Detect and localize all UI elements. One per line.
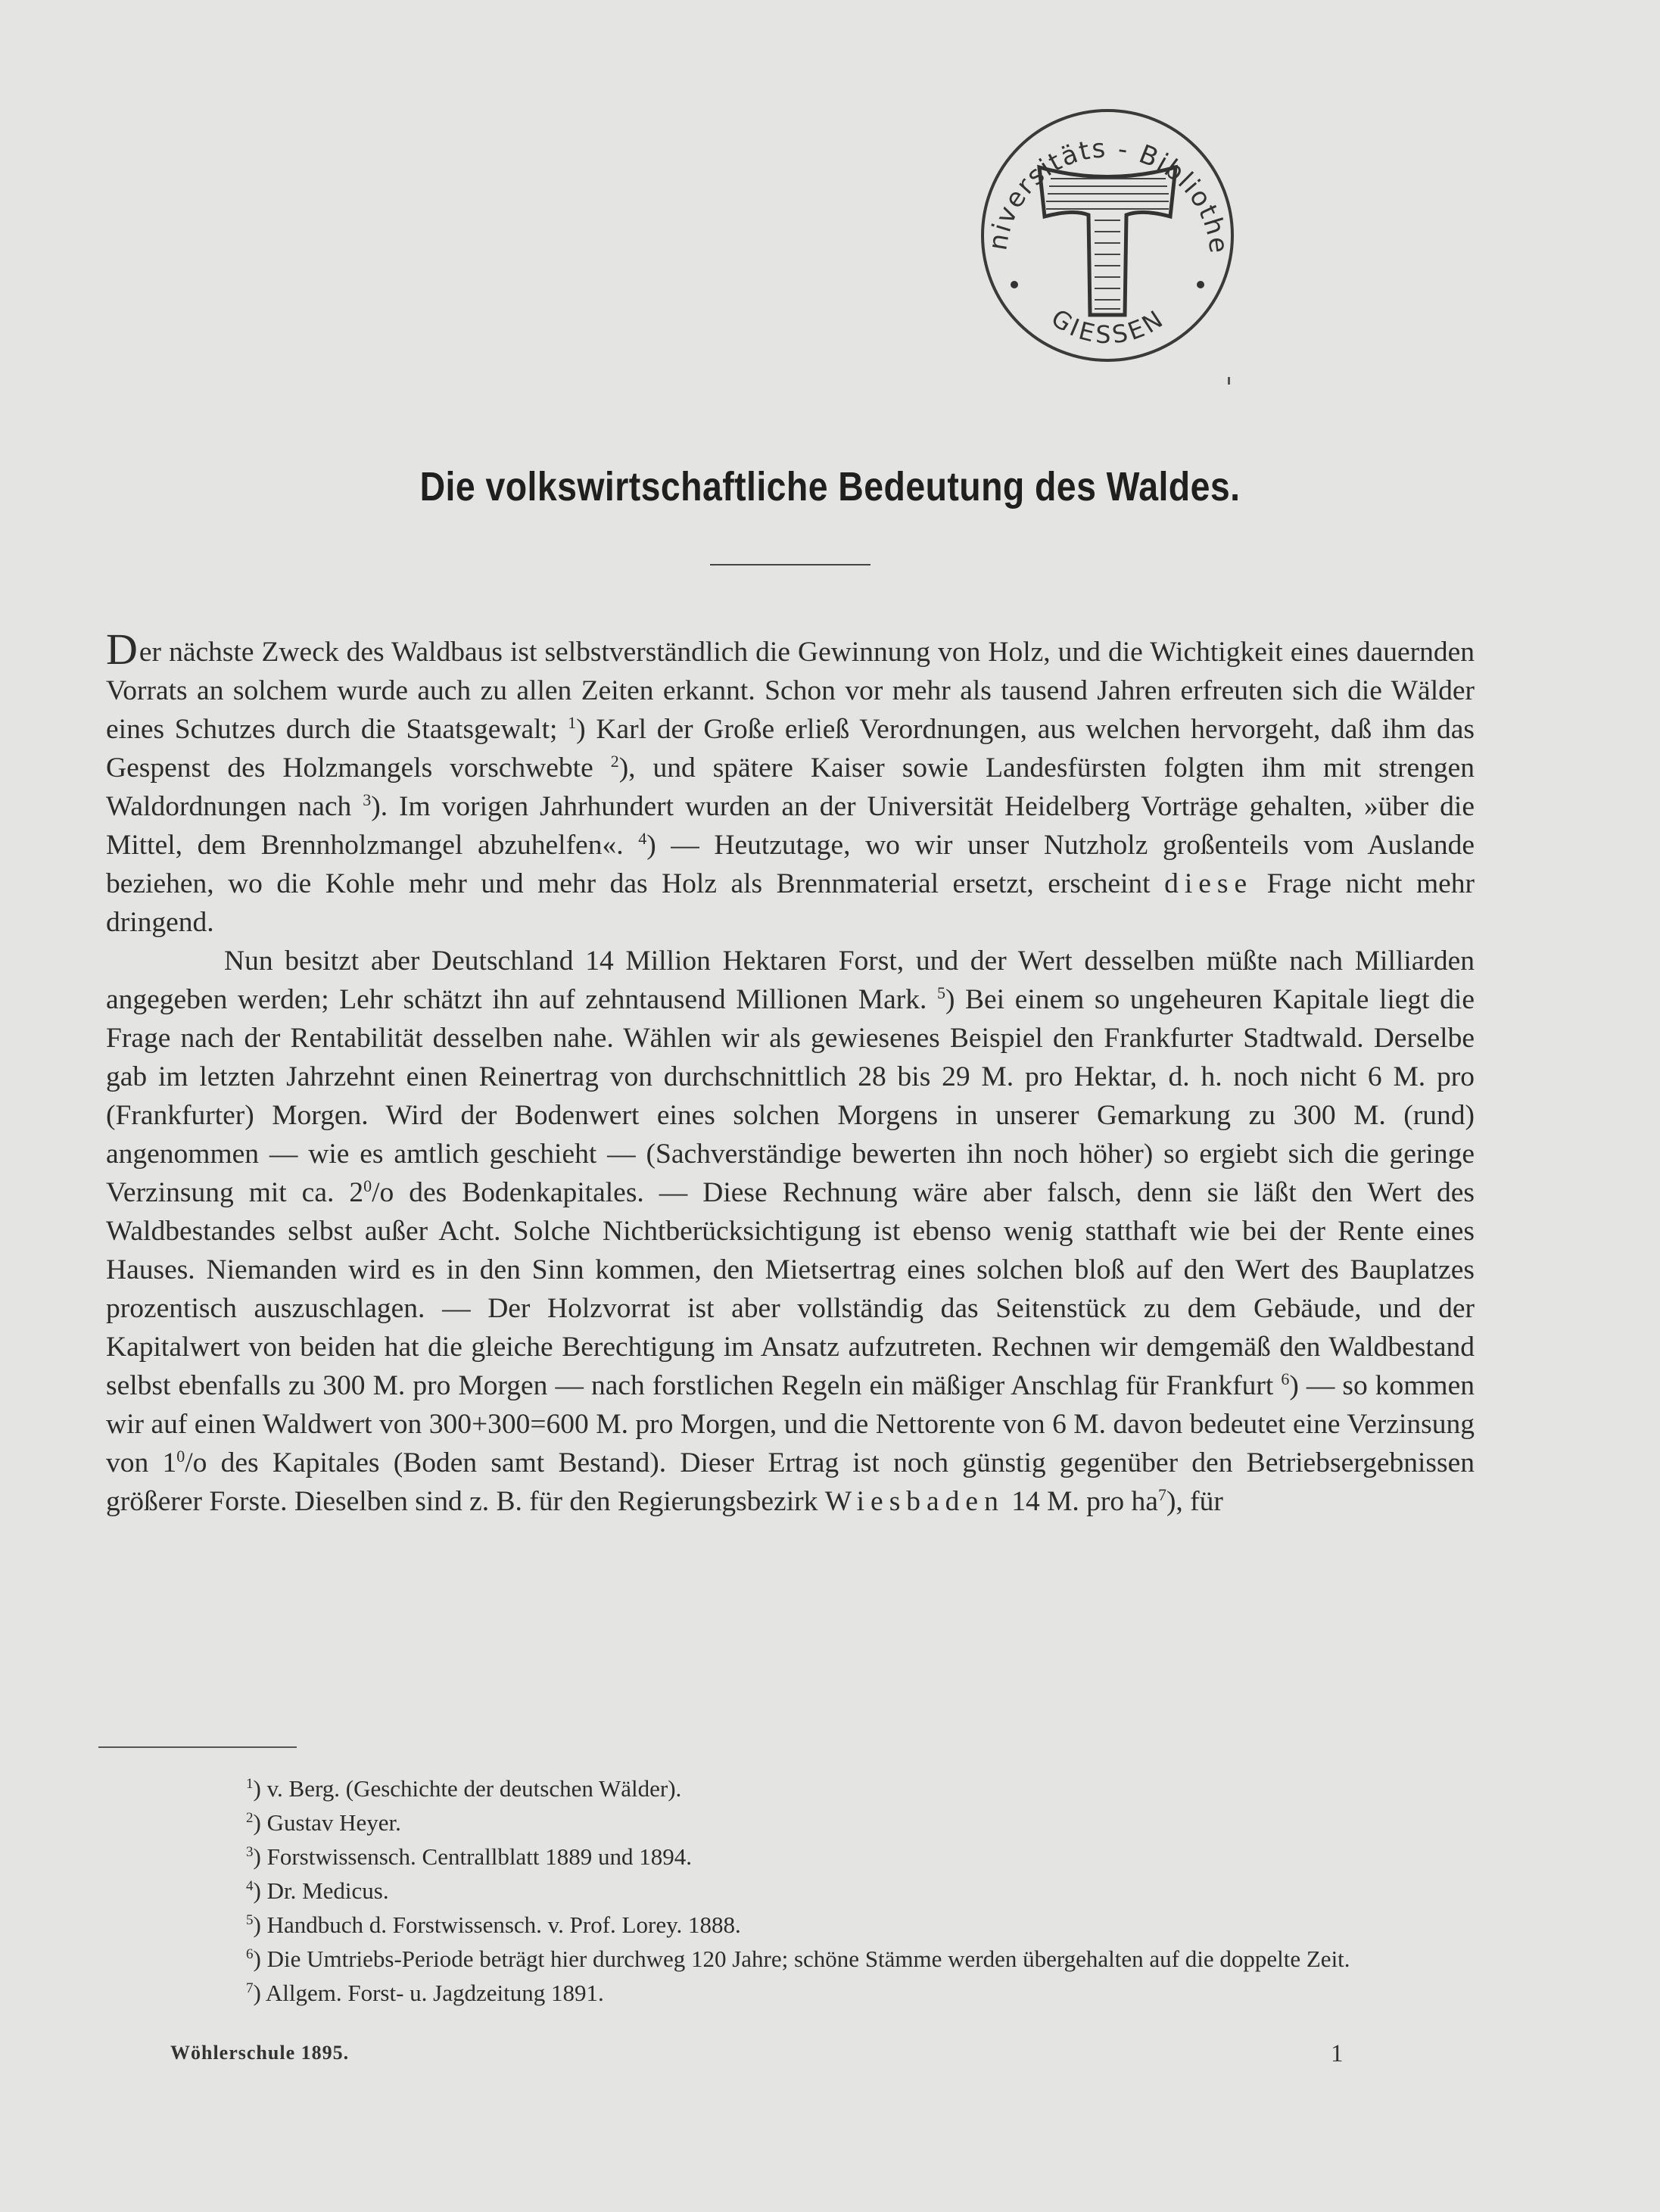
footnote-number: 7 <box>246 1980 254 1996</box>
title-divider <box>710 564 870 565</box>
paragraph-2-text-4: ) — so kommen wir auf einen Waldwert von 300+300=600 M. pro Morgen, und die Nettorente von 6 M. davon bedeutet eine Verzinsung von 1 <box>106 1370 1475 1478</box>
footnote-ref-5: 5 <box>936 983 945 1002</box>
page-number: 1 <box>1331 2040 1344 2067</box>
stamp-dot-right <box>1197 281 1204 288</box>
paragraph-1-text-6: Frage nicht mehr dringend. <box>106 868 1475 938</box>
paragraph-2-text-5: /o des Kapitales (Boden samt Bestand). Dieser Ertrag ist noch günstig gegenüber den Betriebsergebnissen größerer Forste. Dieselben sind z. B. für den Regierungsbezirk <box>106 1447 1475 1517</box>
footnote-number: 5 <box>246 1912 254 1928</box>
paragraph-1-text-2: ) Karl der Große erließ Verordnungen, aus welchen hervorgeht, daß ihm das Gespenst des Holzmangels vorschwebte <box>106 714 1475 784</box>
footnote-number: 4 <box>246 1878 254 1894</box>
footnote-2 <box>95 1805 1472 1840</box>
stamp-dot-left <box>1011 281 1018 288</box>
footnote-number: 2 <box>246 1810 254 1826</box>
footnote-4 <box>95 1874 1472 1908</box>
footnote-ref-6: 6 <box>1281 1369 1290 1388</box>
paragraph-1-text-3: ), und spätere Kaiser sowie Landesfürsten folgten ihm mit strengen Waldordnungen nach <box>106 752 1475 822</box>
footnote-text: ) v. Berg. (Geschichte der deutschen Wälder). <box>253 1775 682 1802</box>
page-title: Die volkswirtschaftliche Bedeutung des Waldes. <box>419 464 1241 509</box>
footnote-text: ) Dr. Medicus. <box>253 1877 389 1904</box>
paragraph-1-text-1: er nächste Zweck des Waldbaus ist selbstverständlich die Gewinnung von Holz, und die Wichtigkeit eines dauernden Vorrats an solchem wurde auch zu allen Zeiten erkannt. Schon vor mehr als tausend Jahren erfreuten sich die Wälder eines Schutzes durch die Staatsgewalt; <box>106 637 1475 745</box>
emphasis-wiesbaden: Wiesbaden <box>824 1486 1004 1517</box>
stamp-city-text: GIESSEN <box>1045 303 1171 350</box>
footnote-ref-3: 3 <box>363 790 372 809</box>
footnote-number: 3 <box>246 1844 254 1860</box>
paragraph-2 <box>106 942 1475 1521</box>
percent-superscript-2: 0 <box>176 1447 185 1466</box>
stamp-graphic <box>967 95 1247 375</box>
emphasis-diese: diese <box>1164 868 1254 899</box>
paragraph-1 <box>106 625 1475 942</box>
paragraph-1-text-5: ) — Heutzutage, wo wir unser Nutzholz großenteils vom Auslande beziehen, wo die Kohle mehr und mehr das Holz als Brennmaterial ersetzt, erscheint <box>106 830 1475 899</box>
footnote-1 <box>95 1771 1472 1805</box>
paragraph-2-text-3: /o des Bodenkapitales. — Diese Rechnung wäre aber falsch, denn sie läßt den Wert des Waldbestandes selbst außer Acht. Solche Nichtberücksichtigung ist ebenso wenig statthaft wie bei der Rente eines Hauses. Niemanden wird es in den Sinn kommen, den Mietsertrag eines solchen bloß auf den Wert des Bauplatzes prozentisch auszuschlagen. — Der Holzvorrat ist aber vollständig das Seitenstück zu dem Gebäude, und der Kapitalwert von beiden hat die gleiche Berechtigung im Ansatz aufzutreten. Rechnen wir demgemäß den Waldbestand selbst ebenfalls zu 300 M. pro Morgen — nach forstlichen Regeln ein mäßiger Anschlag für Frankfurt <box>106 1177 1475 1401</box>
footnote-text: ) Forstwissensch. Centrallblatt 1889 und 1894. <box>253 1843 692 1870</box>
footnote-text: ) Handbuch d. Forstwissensch. v. Prof. Lorey. 1888. <box>253 1911 741 1938</box>
footnote-ref-7: 7 <box>1157 1485 1166 1504</box>
stamp-mark <box>1228 377 1230 385</box>
tau-cross-icon <box>1039 167 1176 315</box>
stamp-ring-text: niversitäts - Bibliothe <box>983 133 1235 257</box>
footnote-ref-4: 4 <box>638 829 647 848</box>
paragraph-2-text-1: Nun besitzt aber Deutschland 14 Million Hektaren Forst, und der Wert desselben müßte nach Milliarden angegeben werden; Lehr schätzt ihn auf zehntausend Millionen Mark. <box>106 946 1475 1015</box>
footnote-ref-1: 1 <box>568 713 577 732</box>
library-stamp <box>967 95 1247 375</box>
paragraph-2-text-6: 14 M. pro ha <box>1011 1486 1158 1517</box>
percent-superscript-1: 0 <box>363 1176 372 1195</box>
footnote-5 <box>95 1908 1472 1942</box>
footnotes <box>95 1771 1472 2010</box>
footnote-number: 6 <box>246 1946 254 1962</box>
footnote-ref-2: 2 <box>610 752 619 771</box>
footnote-text: ) Allgem. Forst- u. Jagdzeitung 1891. <box>253 1980 604 2006</box>
paragraph-1-text-4: ). Im vorigen Jahrhundert wurden an der Universität Heidelberg Vorträge gehalten, »über die Mittel, dem Brennholzmangel abzuhelfen«. <box>106 791 1475 861</box>
drop-cap: D <box>106 625 138 674</box>
body-text <box>106 625 1475 1521</box>
footnote-divider <box>98 1746 297 1748</box>
footnote-3 <box>95 1840 1472 1874</box>
footnote-7 <box>95 1976 1472 2010</box>
printer-line: Wöhlerschule 1895. <box>170 2042 350 2064</box>
footnote-number: 1 <box>246 1776 254 1792</box>
paragraph-2-text-7: ), für <box>1166 1486 1223 1517</box>
footnote-6 <box>95 1942 1472 1976</box>
footnote-text: ) Gustav Heyer. <box>253 1809 401 1836</box>
footnote-text: ) Die Umtriebs-Periode beträgt hier durchweg 120 Jahre; schöne Stämme werden übergehalten auf die doppelte Zeit. <box>253 1946 1350 1972</box>
paragraph-2-text-2: ) Bei einem so ungeheuren Kapitale liegt die Frage nach der Rentabilität desselben nahe. Wählen wir als gewiesenes Beispiel den Frankfurter Stadtwald. Derselbe gab im letzten Jahrzehnt einen Reinertrag von durchschnittlich 28 bis 29 M. pro Hektar, d. h. noch nicht 6 M. pro (Frankfurter) Morgen. Wird der Bodenwert eines solchen Morgens in unserer Gemarkung zu 300 M. (rund) angenommen — wie es amtlich geschieht — (Sachverständige bewerten ihn noch höher) so ergiebt sich die geringe Verzinsung mit ca. 2 <box>106 984 1475 1208</box>
